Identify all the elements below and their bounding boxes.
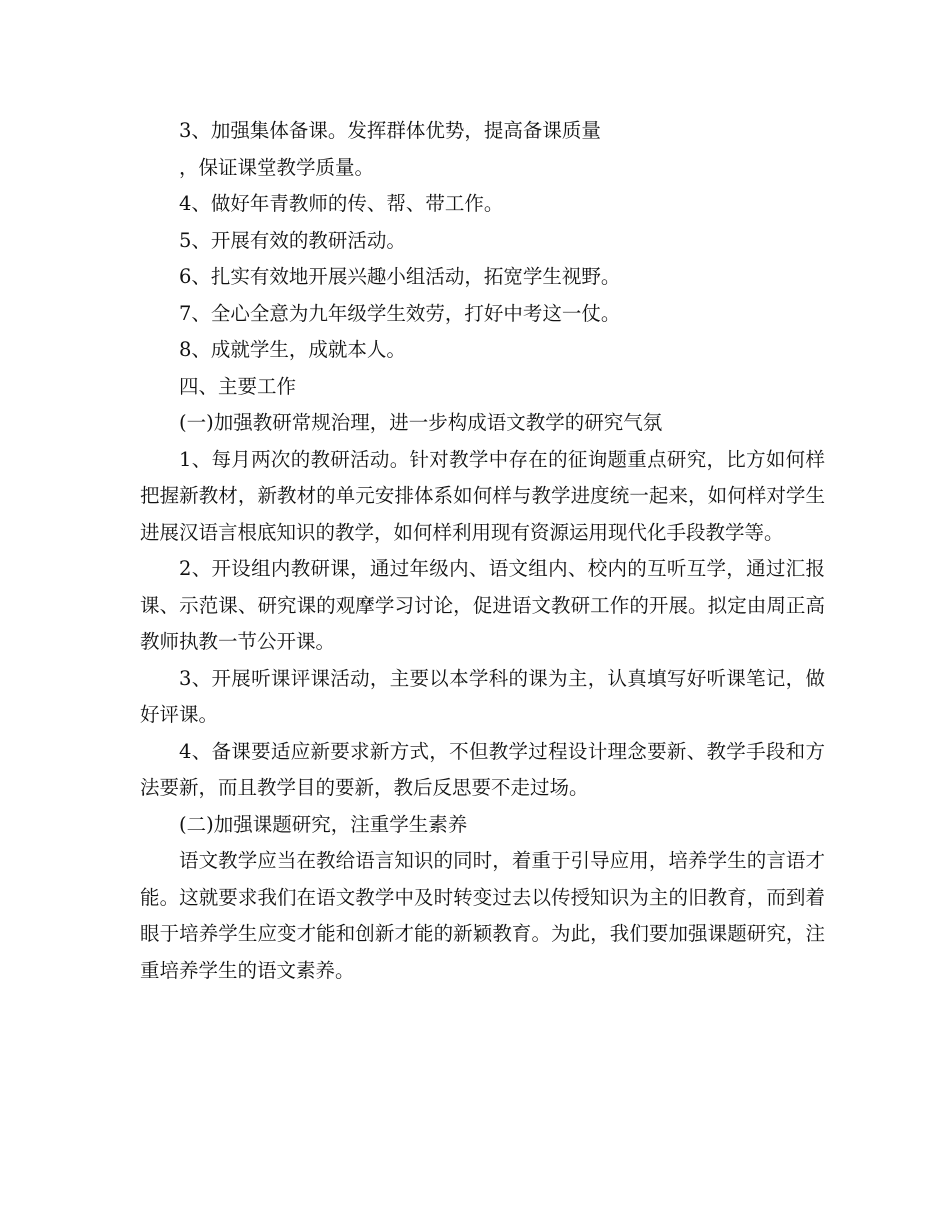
document-body: [140, 113, 825, 989]
paragraph: 3、开展听课评课活动，主要以本学科的课为主，认真填写好听课笔记，做好评课。: [140, 666, 825, 726]
subsection-heading: (一)加强教研常规治理，进一步构成语文教学的研究气氛: [179, 411, 663, 434]
list-item: 4、做好年青教师的传、帮、带工作。: [179, 192, 504, 215]
paragraph: 2、开设组内教研课，通过年级内、语文组内、校内的互听互学，通过汇报课、示范课、研究课的观摩学习讨论，促进语文教研工作的开展。拟定由周正高教师执教一节公开课。: [140, 557, 825, 653]
list-item-continuation: ，保证课堂教学质量。: [179, 155, 375, 179]
subsection-heading: (二)加强课题研究，注重学生素养: [179, 812, 468, 836]
paragraph: 1、每月两次的教研活动。针对教学中存在的征询题重点研究，比方如何样把握新教材，新教材的单元安排体系如何样与教学进度统一起来，如何样对学生进展汉语言根底知识的教学，如何样利用现有资源运用现代化手段教学等。: [140, 447, 825, 544]
list-item: 3、加强集体备课。发挥群体优势，提高备课质量: [179, 119, 601, 142]
list-item: 5、开展有效的教研活动。: [179, 228, 406, 252]
paragraph: 语文教学应当在教给语言知识的同时，着重于引导应用，培养学生的言语才能。这就要求我们在语文教学中及时转变过去以传授知识为主的旧教育，而到着眼于培养学生应变才能和创新才能的新颖教育。为此，我们要加强课题研究，注重培养学生的语文素养。: [140, 849, 825, 982]
section-heading: 四、主要工作: [179, 374, 297, 398]
list-item: 8、成就学生，成就本人。: [179, 338, 406, 361]
list-item: 7、全心全意为九年级学生效劳，打好中考这一仗。: [179, 301, 621, 325]
paragraph: 4、备课要适应新要求新方式，不但教学过程设计理念要新、教学手段和方法要新，而且教学目的要新，教后反思要不走过场。: [140, 739, 825, 799]
list-item: 6、扎实有效地开展兴趣小组活动，拓宽学生视野。: [179, 265, 621, 288]
